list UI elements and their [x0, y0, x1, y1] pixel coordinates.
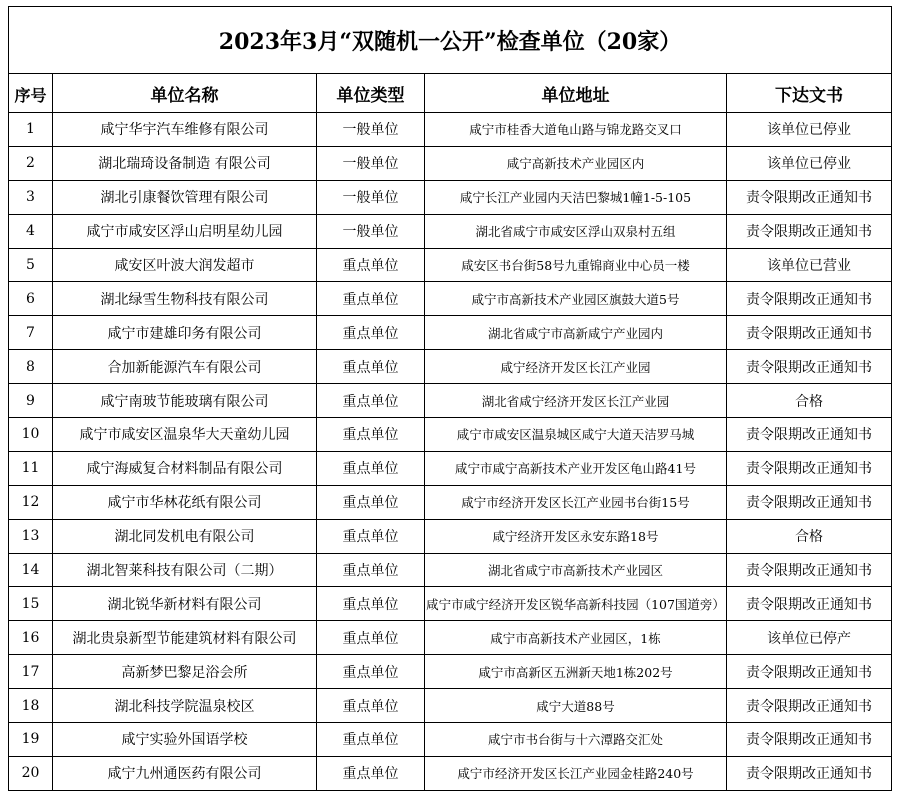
cell-document: 责令限期改正通知书 — [727, 282, 892, 316]
cell-unit-name: 咸宁市咸安区浮山启明星幼儿园 — [53, 214, 317, 248]
cell-document: 责令限期改正通知书 — [727, 553, 892, 587]
table-row — [9, 248, 892, 282]
cell-unit-address: 湖北省咸宁市咸安区浮山双泉村五组 — [425, 214, 727, 248]
cell-unit-type: 重点单位 — [317, 384, 425, 418]
cell-seq: 2 — [9, 146, 53, 180]
cell-unit-address: 咸宁市经济开发区长江产业园金桂路240号 — [425, 756, 727, 790]
cell-document: 责令限期改正通知书 — [727, 316, 892, 350]
cell-document: 责令限期改正通知书 — [727, 756, 892, 790]
inspection-table — [8, 6, 892, 791]
cell-document: 该单位已停产 — [727, 621, 892, 655]
cell-unit-name: 湖北贵泉新型节能建筑材料有限公司 — [53, 621, 317, 655]
cell-unit-type: 重点单位 — [317, 418, 425, 452]
cell-seq: 20 — [9, 756, 53, 790]
header-address: 单位地址 — [425, 74, 727, 113]
cell-unit-address: 咸宁市咸宁经济开发区锐华高新科技园（107国道旁） — [425, 587, 727, 621]
table-row — [9, 180, 892, 214]
cell-seq: 8 — [9, 350, 53, 384]
cell-document: 责令限期改正通知书 — [727, 451, 892, 485]
cell-document: 合格 — [727, 384, 892, 418]
cell-unit-address: 咸宁市高新技术产业园区，1栋 — [425, 621, 727, 655]
header-seq: 序号 — [9, 74, 53, 113]
cell-unit-name: 湖北锐华新材料有限公司 — [53, 587, 317, 621]
header-document: 下达文书 — [727, 74, 892, 113]
cell-unit-type: 重点单位 — [317, 689, 425, 723]
cell-seq: 13 — [9, 519, 53, 553]
table-row — [9, 113, 892, 147]
table-row — [9, 418, 892, 452]
header-name: 单位名称 — [53, 74, 317, 113]
table-row — [9, 723, 892, 757]
cell-unit-address: 咸安区书台街58号九重锦商业中心员一楼 — [425, 248, 727, 282]
cell-unit-address: 咸宁经济开发区长江产业园 — [425, 350, 727, 384]
cell-unit-type: 一般单位 — [317, 113, 425, 147]
cell-unit-type: 重点单位 — [317, 519, 425, 553]
cell-unit-address: 咸宁大道88号 — [425, 689, 727, 723]
cell-unit-address: 咸宁高新技术产业园区内 — [425, 146, 727, 180]
cell-unit-name: 高新梦巴黎足浴会所 — [53, 655, 317, 689]
cell-unit-type: 重点单位 — [317, 756, 425, 790]
table-row — [9, 587, 892, 621]
table-row — [9, 214, 892, 248]
cell-unit-type: 一般单位 — [317, 180, 425, 214]
cell-unit-address: 咸宁市经济开发区长江产业园书台街15号 — [425, 485, 727, 519]
cell-seq: 3 — [9, 180, 53, 214]
cell-unit-name: 咸宁海威复合材料制品有限公司 — [53, 451, 317, 485]
inspection-sheet — [8, 6, 891, 791]
cell-unit-address: 咸宁长江产业园内天洁巴黎城1幢1-5-105 — [425, 180, 727, 214]
cell-unit-address: 咸宁市咸宁高新技术产业开发区龟山路41号 — [425, 451, 727, 485]
cell-unit-name: 咸安区叶波大润发超市 — [53, 248, 317, 282]
table-row — [9, 316, 892, 350]
cell-unit-type: 重点单位 — [317, 350, 425, 384]
cell-document: 该单位已停业 — [727, 146, 892, 180]
cell-document: 合格 — [727, 519, 892, 553]
cell-unit-name: 咸宁市华林花纸有限公司 — [53, 485, 317, 519]
cell-document: 该单位已营业 — [727, 248, 892, 282]
cell-unit-name: 湖北瑞琦设备制造 有限公司 — [53, 146, 317, 180]
cell-unit-name: 咸宁市咸安区温泉华大天童幼儿园 — [53, 418, 317, 452]
cell-document: 责令限期改正通知书 — [727, 180, 892, 214]
cell-seq: 11 — [9, 451, 53, 485]
cell-seq: 14 — [9, 553, 53, 587]
header-row — [9, 74, 892, 113]
cell-unit-address: 咸宁市咸安区温泉城区咸宁大道天洁罗马城 — [425, 418, 727, 452]
cell-seq: 10 — [9, 418, 53, 452]
cell-seq: 7 — [9, 316, 53, 350]
cell-unit-name: 湖北同发机电有限公司 — [53, 519, 317, 553]
cell-unit-name: 湖北科技学院温泉校区 — [53, 689, 317, 723]
table-row — [9, 689, 892, 723]
cell-unit-address: 咸宁市高新技术产业园区旗鼓大道5号 — [425, 282, 727, 316]
cell-document: 责令限期改正通知书 — [727, 689, 892, 723]
cell-unit-type: 一般单位 — [317, 214, 425, 248]
cell-unit-type: 重点单位 — [317, 723, 425, 757]
cell-unit-address: 湖北省咸宁市高新咸宁产业园内 — [425, 316, 727, 350]
table-row — [9, 519, 892, 553]
table-row — [9, 621, 892, 655]
cell-unit-type: 重点单位 — [317, 655, 425, 689]
cell-unit-type: 重点单位 — [317, 248, 425, 282]
cell-unit-type: 重点单位 — [317, 485, 425, 519]
cell-unit-name: 咸宁南玻节能玻璃有限公司 — [53, 384, 317, 418]
cell-unit-name: 湖北智莱科技有限公司（二期） — [53, 553, 317, 587]
cell-seq: 18 — [9, 689, 53, 723]
cell-seq: 5 — [9, 248, 53, 282]
table-row — [9, 451, 892, 485]
cell-seq: 9 — [9, 384, 53, 418]
cell-seq: 17 — [9, 655, 53, 689]
cell-seq: 15 — [9, 587, 53, 621]
cell-document: 责令限期改正通知书 — [727, 723, 892, 757]
cell-seq: 12 — [9, 485, 53, 519]
cell-unit-address: 湖北省咸宁经济开发区长江产业园 — [425, 384, 727, 418]
cell-document: 责令限期改正通知书 — [727, 587, 892, 621]
table-row — [9, 282, 892, 316]
cell-unit-type: 重点单位 — [317, 553, 425, 587]
table-row — [9, 146, 892, 180]
cell-unit-name: 咸宁九州通医药有限公司 — [53, 756, 317, 790]
table-row — [9, 553, 892, 587]
cell-unit-name: 咸宁华宇汽车维修有限公司 — [53, 113, 317, 147]
table-row — [9, 350, 892, 384]
page-title: 2023年3月“双随机一公开”检查单位（20家） — [9, 7, 892, 74]
cell-seq: 1 — [9, 113, 53, 147]
table-row — [9, 655, 892, 689]
cell-document: 该单位已停业 — [727, 113, 892, 147]
cell-unit-type: 重点单位 — [317, 621, 425, 655]
cell-unit-name: 咸宁市建雄印务有限公司 — [53, 316, 317, 350]
cell-document: 责令限期改正通知书 — [727, 214, 892, 248]
cell-unit-name: 湖北绿雪生物科技有限公司 — [53, 282, 317, 316]
table-row — [9, 756, 892, 790]
header-type: 单位类型 — [317, 74, 425, 113]
cell-unit-address: 湖北省咸宁市高新技术产业园区 — [425, 553, 727, 587]
cell-seq: 4 — [9, 214, 53, 248]
cell-document: 责令限期改正通知书 — [727, 655, 892, 689]
cell-seq: 19 — [9, 723, 53, 757]
cell-seq: 16 — [9, 621, 53, 655]
cell-unit-address: 咸宁经济开发区永安东路18号 — [425, 519, 727, 553]
cell-document: 责令限期改正通知书 — [727, 418, 892, 452]
cell-unit-type: 重点单位 — [317, 316, 425, 350]
cell-unit-address: 咸宁市桂香大道龟山路与锦龙路交叉口 — [425, 113, 727, 147]
table-row — [9, 485, 892, 519]
cell-unit-name: 咸宁实验外国语学校 — [53, 723, 317, 757]
cell-unit-type: 重点单位 — [317, 587, 425, 621]
cell-document: 责令限期改正通知书 — [727, 485, 892, 519]
cell-unit-name: 湖北引康餐饮管理有限公司 — [53, 180, 317, 214]
cell-unit-type: 重点单位 — [317, 451, 425, 485]
cell-unit-address: 咸宁市书台街与十六潭路交汇处 — [425, 723, 727, 757]
cell-unit-type: 一般单位 — [317, 146, 425, 180]
cell-unit-type: 重点单位 — [317, 282, 425, 316]
cell-document: 责令限期改正通知书 — [727, 350, 892, 384]
table-row — [9, 384, 892, 418]
cell-unit-name: 合加新能源汽车有限公司 — [53, 350, 317, 384]
cell-unit-address: 咸宁市高新区五洲新天地1栋202号 — [425, 655, 727, 689]
cell-seq: 6 — [9, 282, 53, 316]
